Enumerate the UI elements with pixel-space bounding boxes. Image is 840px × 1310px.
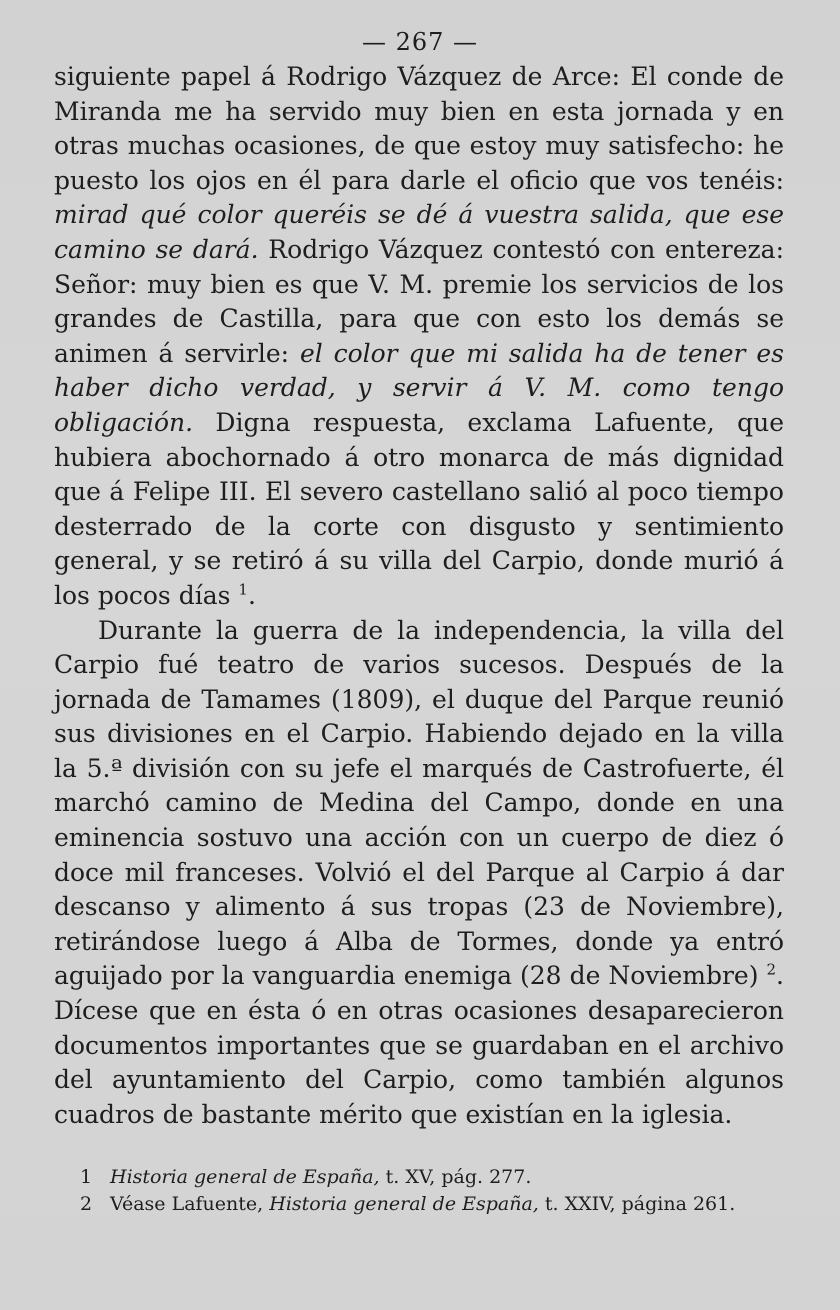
- footnote-2-title: Historia general de España,: [269, 1193, 539, 1215]
- footnote-2-pre: Véase Lafuente,: [110, 1193, 270, 1215]
- footnote-2-number: 2: [80, 1193, 93, 1215]
- paragraph-1: [54, 60, 784, 614]
- footnotes: [56, 1164, 782, 1218]
- paragraph-1-quote-b: el color que mi salida ha de tener es haber dicho verdad, y servir á V. M. como tengo obligación.: [54, 338, 784, 437]
- footnote-1-post: t. XV, pág. 277.: [379, 1166, 532, 1188]
- paragraph-1-text-a: siguiente papel á Rodrigo Vázquez de Arce: El conde de Miranda me ha servido muy bien en esta jornada y en otras muchas ocasiones, de que estoy muy satisfecho: he puesto los ojos en él para darle el oficio que vos tenéis:: [54, 62, 784, 195]
- paragraph-2-text-b: . Dícese que en ésta ó en otras ocasiones desaparecieron documentos importantes que se guardaban en el archivo del ayuntamiento del Carpio, como también algunos cuadros de bastante mérito que existían en la iglesia.: [54, 961, 784, 1129]
- paragraph-1-text-c: Digna respuesta, exclama Lafuente, que hubiera abochornado á otro monarca de más dignidad que á Felipe III. El severo castellano salió al poco tiempo desterrado de la corte con disgusto y sentimiento general, y se retiró á su villa del Carpio, donde murió á los pocos días: [54, 407, 784, 610]
- page-number: — 267 —: [361, 28, 479, 56]
- body-text: [54, 60, 784, 1132]
- footnote-ref-1: 1: [238, 580, 248, 599]
- footnote-1: [56, 1164, 782, 1191]
- paragraph-1-text-b: Rodrigo Vázquez contestó con entereza: Señor: muy bien es que V. M. premie los servicios de los grandes de Castilla, para que con esto los demás se animen á servirle:: [54, 234, 784, 368]
- footnote-1-number: 1: [80, 1166, 93, 1188]
- footnote-2-post: t. XXIV, página 261.: [538, 1193, 736, 1215]
- paragraph-2-text-a: Durante la guerra de la independencia, la villa del Carpio fué teatro de varios sucesos. Después de la jornada de Tamames (1809), el duque del Parque reunió sus divisiones en el Carpio. Habiendo dejado en la villa la 5.ª división con su jefe el marqués de Castrofuerte, él marchó camino de Medina del Campo, donde en una eminencia sostuvo una acción con un cuerpo de diez ó doce mil franceses. Volvió el del Parque al Carpio á dar descanso y alimento á sus tropas (23 de Noviembre), retirándose luego á Alba de Tormes, donde ya entró aguijado por la vanguardia enemiga (28 de Noviembre): [54, 615, 784, 991]
- paragraph-2: [54, 614, 784, 1133]
- footnote-2: [56, 1191, 782, 1218]
- paragraph-1-end: .: [247, 580, 256, 610]
- footnote-ref-2: 2: [766, 961, 777, 980]
- paragraph-1-quote-a: mirad qué color queréis se dé á vuestra salida, que ese camino se dará.: [54, 200, 784, 264]
- footnote-1-title: Historia general de España,: [110, 1166, 380, 1188]
